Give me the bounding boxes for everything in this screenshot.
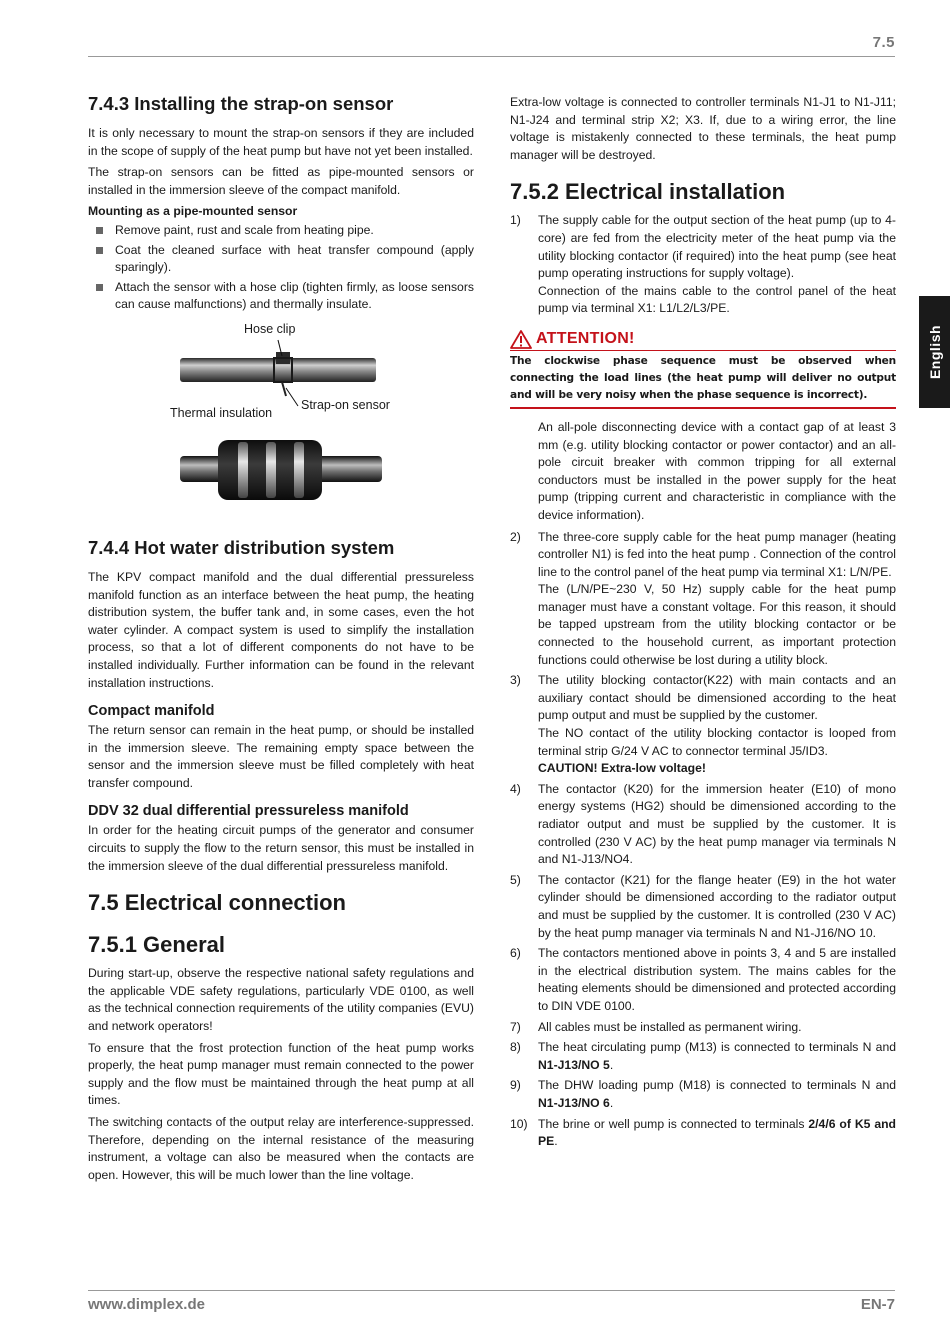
attention-box <box>510 330 896 409</box>
heading-7-5-1: 7.5.1 General <box>88 932 225 958</box>
header-rule <box>88 56 895 57</box>
bullet-square-icon <box>96 284 103 291</box>
terminal-label: N1-J13/NO 6 <box>538 1095 610 1110</box>
bullet-square-icon <box>96 247 103 254</box>
list-item <box>510 1019 896 1037</box>
paragraph: It is only necessary to mount the strap-on sensors if they are included in the scope of supply of the heat pump but have not yet been installed. <box>88 126 474 158</box>
list-item <box>510 1077 896 1112</box>
item-number: 8) <box>510 1040 521 1055</box>
item-text: The heat circulating pump (M13) is connected to terminals N and <box>538 1040 896 1055</box>
label-hose-clip: Hose clip <box>244 321 296 336</box>
item-text: The contactors mentioned above in points 3, 4 and 5 are installed in the electrical distribution system. The mains cables for the heating elements should be dimensioned and protected according to DIN VDE 0100. <box>538 946 896 1013</box>
list-item <box>88 279 474 314</box>
item-text: The three-core supply cable for the heat pump manager (heating controller N1) is fed into the heat pump . Connection of the control line to the control panel of the heat pump via terminal X1: L/N/PE. <box>538 529 896 579</box>
insulation-band <box>294 442 304 498</box>
item-end: . <box>554 1134 558 1149</box>
attention-bottom-rule <box>510 407 896 409</box>
caution-note: CAUTION! Extra-low voltage! <box>538 761 706 776</box>
list-item <box>510 672 896 778</box>
paragraph: The KPV compact manifold and the dual differential pressureless manifold function as an interface between the heat pump, the heating distribution system, the buffer tank and, in some cases, even the hot water cylinder. A compact system is used to simplify the installation process, so that a lot of different components do not have to be installed individually. Further information can be found in the relevant installation instructions. <box>88 569 474 690</box>
list-item <box>510 1039 896 1074</box>
attention-title: ATTENTION! <box>536 330 635 348</box>
item-number: 5) <box>510 872 521 887</box>
item-continuation: The (L/N/PE~230 V, 50 Hz) supply cable for the heat pump manager must have a constant voltage. For this reason, it should be tapped upstream from the utility blocking contactor or be connected to the household current, as important protection functions could otherwise be lost during a utility block. <box>538 582 896 667</box>
item-continuation: Connection of the mains cable to the control panel of the heat pump via terminal X1: L1/L2/L3/PE. <box>538 283 896 316</box>
header-section-number: 7.5 <box>872 34 895 51</box>
paragraph: To ensure that the frost protection function of the heat pump works properly, the heat pump manager must remain connected to the power supply and the flow must be maintained through the heat pump at all times. <box>88 1040 474 1108</box>
heading-7-5: 7.5 Electrical connection <box>88 890 346 916</box>
item-number: 6) <box>510 946 521 961</box>
language-tab-label: English <box>926 324 943 380</box>
paragraph: During start-up, observe the respective national safety regulations and the applicable VDE safety regulations, particularly VDE 0100, as well as the technical connection requirements of the utility companies (EVU) and network operators! <box>88 966 474 1034</box>
item-number: 9) <box>510 1078 521 1093</box>
item-continuation: The NO contact of the utility blocking contactor is looped from terminal strip G/24 V AC to connector terminal J5/ID3. <box>538 726 896 758</box>
left-column <box>88 92 474 1188</box>
attention-text: The clockwise phase sequence must be observed when connecting the load lines (the heat pump will deliver no output and will be very noisy when the phase sequence is incorrect). <box>510 355 896 402</box>
mounting-steps <box>88 222 474 314</box>
sensor-installation-figure <box>88 321 474 526</box>
list-item <box>88 242 474 277</box>
attention-header <box>510 330 896 349</box>
item-text: The DHW loading pump (M18) is connected to terminals N and <box>538 1078 896 1093</box>
paragraph: The switching contacts of the output relay are interference-suppressed. Therefore, depending on the internal resistance of the measuring instrument, a voltage can also be measured when the contacts are open. However, this will be much lower than the line voltage. <box>88 1115 474 1182</box>
list-item <box>510 781 896 869</box>
item-text: The supply cable for the output section of the heat pump (up to 4-core) are fed from the electricity meter of the heat pump via the utility blocking contactor (if required) into the heat pump (see heat pump operating instructions for supply voltage). <box>538 213 896 281</box>
heading-ddv32: DDV 32 dual differential pressureless manifold <box>88 803 409 820</box>
sensor-pointer <box>286 388 298 406</box>
paragraph: The return sensor can remain in the heat pump, or should be installed in the immersion sleeve. The remaining empty space between the sensor and the immersion sleeve must be filled completely with heat transfer compound. <box>88 723 474 790</box>
list-item-text: Coat the cleaned surface with heat transfer compound (apply sparingly). <box>115 242 474 275</box>
item-text: The brine or well pump is connected to terminals <box>538 1116 809 1131</box>
sensor-cable <box>282 382 286 396</box>
heading-compact-manifold: Compact manifold <box>88 703 215 720</box>
label-strap-on-sensor: Strap-on sensor <box>301 397 390 412</box>
item-number: 3) <box>510 673 521 688</box>
footer-url[interactable]: www.dimplex.de <box>88 1296 205 1313</box>
terminal-label: N1-J13/NO 5 <box>538 1057 610 1072</box>
installation-steps <box>510 212 896 318</box>
warning-triangle-icon <box>510 330 532 349</box>
label-thermal-insulation: Thermal insulation <box>170 405 273 420</box>
terminal-label: 2/4/6 of K5 and PE <box>538 1116 896 1149</box>
item-number: 2) <box>510 529 521 544</box>
insulation-band <box>238 442 248 498</box>
paragraph: In order for the heating circuit pumps of the generator and consumer circuits to supply the flow to the return sensor, this must be installed in the immersion sleeve of the dual differential pressureless manifold. <box>88 823 474 873</box>
item-text: The contactor (K20) for the immersion heater (E10) of mono energy systems (HG2) should be dimensioned according to the radiator output and must be supplied by the customer. It is controlled (230 V AC) by the heat pump manager via terminals N and N1-J13/NO4. <box>538 781 896 867</box>
footer-page-number: EN-7 <box>860 1296 895 1313</box>
item-end: . <box>609 1057 614 1072</box>
installation-steps-cont <box>510 529 896 1151</box>
footer-rule <box>88 1290 895 1291</box>
item-number: 4) <box>510 781 521 796</box>
item-text: The utility blocking contactor(K22) with main contacts and an auxiliary contact should be dimensioned according to the heat pump output and must be supplied by the customer. <box>538 673 896 723</box>
list-item-text: Attach the sensor with a hose clip (tighten firmly, as loose sensors can cause malfunctions) and thermally insulate. <box>115 279 474 312</box>
list-item <box>510 212 896 318</box>
mounting-label: Mounting as a pipe-mounted sensor <box>88 204 298 219</box>
heading-7-4-3: 7.4.3 Installing the strap-on sensor <box>88 93 394 114</box>
item-number: 7) <box>510 1019 521 1034</box>
item-text: All cables must be installed as permanent wiring. <box>538 1019 802 1034</box>
item-number: 1) <box>510 213 521 228</box>
language-tab[interactable] <box>919 296 950 408</box>
paragraph: The strap-on sensors can be fitted as pipe-mounted sensors or installed in the immersion sleeve of the compact manifold. <box>88 165 474 197</box>
list-item <box>510 945 896 1015</box>
list-item <box>510 529 896 670</box>
list-item <box>510 872 896 942</box>
item-text: The contactor (K21) for the flange heater (E9) in the hot water cylinder should be dimensioned according to the radiator output and must be supplied by the customer. It is controlled (230 V AC) by the heat pump manager via terminals N and N1-J16/NO 10. <box>538 872 896 940</box>
list-item <box>510 1116 896 1151</box>
list-item <box>88 222 474 240</box>
insulation-band <box>266 442 276 498</box>
heading-7-5-2: 7.5.2 Electrical installation <box>510 179 786 205</box>
paragraph: Extra-low voltage is connected to controller terminals N1-J1 to N1-J11; N1-J24 and terminal strip X2; X3. If, due to a wiring error, the line voltage is mistakenly connected to these terminals, the heat pump manager will be destroyed. <box>510 95 896 162</box>
right-column <box>510 94 896 1154</box>
paragraph: An all-pole disconnecting device with a contact gap of at least 3 mm (e.g. utility blocking contactor or power contactor) and an all-pole circuit breaker with common tripping for all external conductors must be installed in the power supply for the heat pump (tripping current and characteristic in compliance with the device information). <box>538 419 896 522</box>
pipe-illustration <box>88 326 474 526</box>
bullet-square-icon <box>96 227 103 234</box>
item-number: 10) <box>510 1116 528 1131</box>
item-end: . <box>609 1095 614 1110</box>
heading-7-4-4: 7.4.4 Hot water distribution system <box>88 536 395 558</box>
list-item-text: Remove paint, rust and scale from heating pipe. <box>115 222 374 237</box>
